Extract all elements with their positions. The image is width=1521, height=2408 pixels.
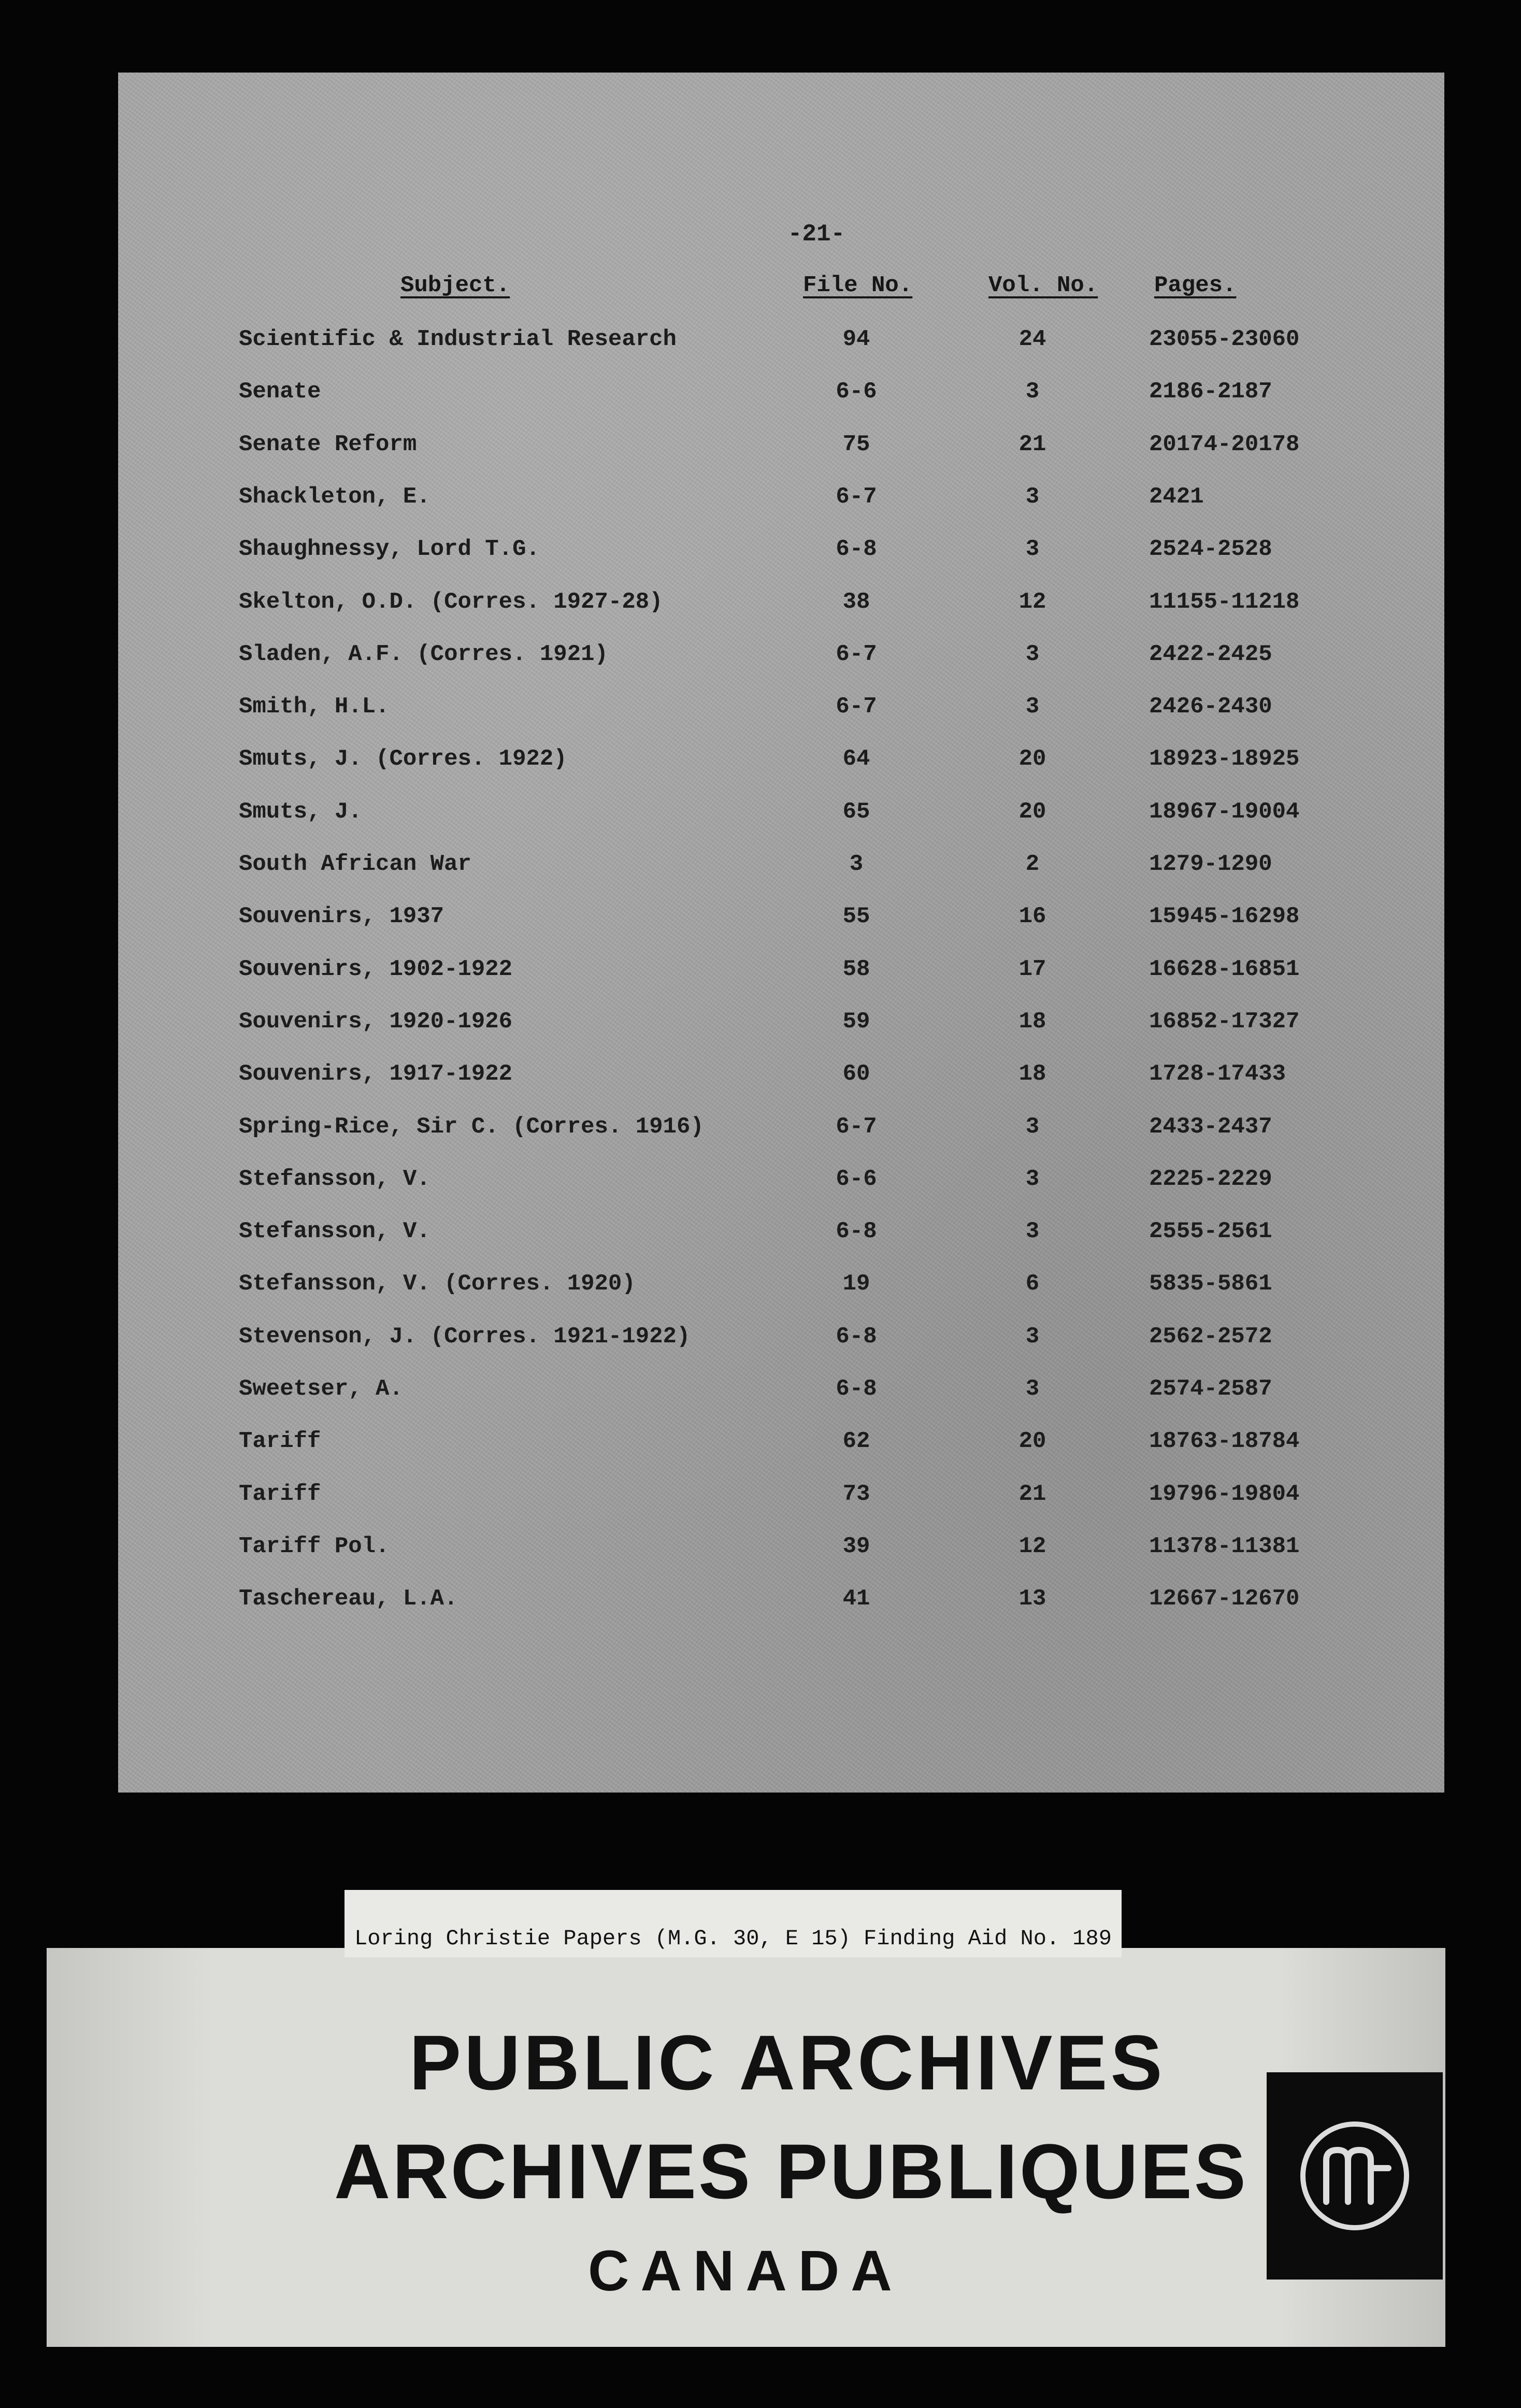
entry-file-no: 41 (842, 1586, 870, 1612)
entry-subject: Senate Reform (239, 432, 417, 457)
table-row (118, 379, 1444, 431)
entry-file-no: 75 (842, 432, 870, 457)
table-row (118, 1533, 1444, 1585)
entry-pages: 18967-19004 (1149, 799, 1300, 825)
entry-pages: 2186-2187 (1149, 379, 1272, 405)
archives-title-english: PUBLIC ARCHIVES (409, 2019, 1166, 2106)
entry-pages: 5835-5861 (1149, 1271, 1272, 1297)
entry-vol-no: 3 (1025, 484, 1040, 510)
entry-subject: Souvenirs, 1937 (239, 904, 444, 929)
entry-pages: 15945-16298 (1149, 904, 1300, 929)
entry-pages: 2422-2425 (1149, 641, 1272, 667)
entry-pages: 11378-11381 (1149, 1533, 1300, 1559)
entry-subject: Souvenirs, 1917-1922 (239, 1061, 513, 1087)
entry-file-no: 58 (842, 956, 870, 982)
table-row (118, 536, 1444, 588)
typed-page (118, 73, 1444, 1793)
entry-file-no: 65 (842, 799, 870, 825)
entry-vol-no: 18 (1018, 1009, 1046, 1035)
entry-vol-no: 13 (1018, 1586, 1046, 1612)
entry-subject: Taschereau, L.A. (239, 1586, 458, 1612)
entry-file-no: 6-7 (836, 694, 877, 720)
entries-table (118, 73, 1444, 1793)
entry-vol-no: 24 (1018, 326, 1046, 352)
entry-pages: 16852-17327 (1149, 1009, 1300, 1035)
entry-vol-no: 3 (1025, 694, 1040, 720)
table-row (118, 904, 1444, 955)
entry-file-no: 6-8 (836, 536, 877, 562)
entry-subject: Scientific & Industrial Research (239, 326, 677, 352)
entry-vol-no: 3 (1025, 1219, 1040, 1244)
header-subject: Subject. (400, 273, 510, 298)
entry-subject: Spring-Rice, Sir C. (Corres. 1916) (239, 1114, 704, 1140)
entry-vol-no: 20 (1018, 1428, 1046, 1454)
entry-subject: Stefansson, V. (239, 1219, 431, 1244)
archives-logo-icon (1267, 2072, 1443, 2280)
table-row (118, 1376, 1444, 1428)
entry-pages: 1728-17433 (1149, 1061, 1286, 1087)
entry-subject: Smuts, J. (Corres. 1922) (239, 746, 567, 772)
entry-file-no: 64 (842, 746, 870, 772)
entry-subject: Smuts, J. (239, 799, 362, 825)
entry-file-no: 6-6 (836, 1166, 877, 1192)
entry-vol-no: 2 (1025, 851, 1040, 877)
table-row (118, 432, 1444, 483)
table-row (118, 484, 1444, 536)
entry-subject: Sweetser, A. (239, 1376, 403, 1402)
entry-file-no: 94 (842, 326, 870, 352)
header-pages: Pages. (1154, 273, 1237, 298)
entry-vol-no: 3 (1025, 1376, 1040, 1402)
table-row (118, 851, 1444, 903)
table-row (118, 1481, 1444, 1533)
entry-subject: Skelton, O.D. (Corres. 1927-28) (239, 589, 663, 615)
entry-pages: 23055-23060 (1149, 326, 1300, 352)
entry-vol-no: 6 (1025, 1271, 1040, 1297)
entry-pages: 16628-16851 (1149, 956, 1300, 982)
finding-aid-text: Loring Christie Papers (M.G. 30, E 15) Finding Aid No. 189 (354, 1926, 1112, 1951)
entry-vol-no: 3 (1025, 1166, 1040, 1192)
entry-vol-no: 16 (1018, 904, 1046, 929)
entry-vol-no: 3 (1025, 641, 1040, 667)
entry-file-no: 19 (842, 1271, 870, 1297)
table-row (118, 1061, 1444, 1113)
entry-pages: 18923-18925 (1149, 746, 1300, 772)
entry-vol-no: 3 (1025, 536, 1040, 562)
table-row (118, 1009, 1444, 1060)
entry-file-no: 3 (849, 851, 864, 877)
entry-file-no: 6-6 (836, 379, 877, 405)
entry-subject: Stefansson, V. (239, 1166, 431, 1192)
entry-file-no: 6-8 (836, 1324, 877, 1350)
entry-vol-no: 12 (1018, 1533, 1046, 1559)
table-row (118, 589, 1444, 641)
entry-pages: 11155-11218 (1149, 589, 1300, 615)
entry-vol-no: 21 (1018, 432, 1046, 457)
archives-logo-glyph (1290, 2111, 1419, 2241)
entry-file-no: 59 (842, 1009, 870, 1035)
entry-file-no: 39 (842, 1533, 870, 1559)
entry-file-no: 73 (842, 1481, 870, 1507)
page-number: -21- (787, 221, 845, 248)
entry-subject: Smith, H.L. (239, 694, 390, 720)
table-row (118, 956, 1444, 1008)
entry-pages: 2421 (1149, 484, 1204, 510)
entry-vol-no: 18 (1018, 1061, 1046, 1087)
entry-subject: Stefansson, V. (Corres. 1920) (239, 1271, 636, 1297)
entry-pages: 1279-1290 (1149, 851, 1272, 877)
entry-file-no: 38 (842, 589, 870, 615)
entry-file-no: 6-8 (836, 1376, 877, 1402)
entry-pages: 2524-2528 (1149, 536, 1272, 562)
entry-file-no: 6-7 (836, 1114, 877, 1140)
entry-vol-no: 20 (1018, 746, 1046, 772)
table-row (118, 1166, 1444, 1218)
entry-pages: 2225-2229 (1149, 1166, 1272, 1192)
entry-subject: Tariff Pol. (239, 1533, 390, 1559)
entry-vol-no: 12 (1018, 589, 1046, 615)
header-vol-no: Vol. No. (988, 273, 1098, 298)
entry-subject: Souvenirs, 1920-1926 (239, 1009, 513, 1035)
entry-pages: 18763-18784 (1149, 1428, 1300, 1454)
entry-vol-no: 3 (1025, 379, 1040, 405)
entry-pages: 19796-19804 (1149, 1481, 1300, 1507)
table-row (118, 1428, 1444, 1480)
entry-vol-no: 20 (1018, 799, 1046, 825)
table-row (118, 694, 1444, 746)
table-row (118, 1219, 1444, 1270)
entry-pages: 20174-20178 (1149, 432, 1300, 457)
entry-vol-no: 21 (1018, 1481, 1046, 1507)
archives-board (47, 1948, 1445, 2347)
entry-file-no: 6-8 (836, 1219, 877, 1244)
table-row (118, 799, 1444, 851)
entry-subject: Stevenson, J. (Corres. 1921-1922) (239, 1324, 691, 1350)
entry-file-no: 62 (842, 1428, 870, 1454)
entry-subject: Shackleton, E. (239, 484, 431, 510)
header-file-no: File No. (803, 273, 913, 298)
entry-subject: Senate (239, 379, 321, 405)
table-row (118, 746, 1444, 798)
entry-vol-no: 17 (1018, 956, 1046, 982)
entry-subject: Tariff (239, 1481, 321, 1507)
table-row (118, 1586, 1444, 1638)
entry-vol-no: 3 (1025, 1114, 1040, 1140)
entry-subject: Shaughnessy, Lord T.G. (239, 536, 540, 562)
entry-file-no: 55 (842, 904, 870, 929)
entry-pages: 2562-2572 (1149, 1324, 1272, 1350)
table-row (118, 641, 1444, 693)
table-row (118, 1114, 1444, 1166)
entry-subject: South African War (239, 851, 471, 877)
entry-subject: Tariff (239, 1428, 321, 1454)
entry-file-no: 6-7 (836, 484, 877, 510)
archives-title-french: ARCHIVES PUBLIQUES (334, 2128, 1248, 2215)
finding-aid-label (345, 1890, 1122, 1957)
entry-subject: Souvenirs, 1902-1922 (239, 956, 513, 982)
table-row (118, 1271, 1444, 1323)
archives-country: CANADA (588, 2239, 903, 2303)
entry-pages: 2574-2587 (1149, 1376, 1272, 1402)
entry-subject: Sladen, A.F. (Corres. 1921) (239, 641, 608, 667)
entry-vol-no: 3 (1025, 1324, 1040, 1350)
table-row (118, 1324, 1444, 1375)
entry-pages: 2433-2437 (1149, 1114, 1272, 1140)
entry-pages: 2426-2430 (1149, 694, 1272, 720)
entry-file-no: 60 (842, 1061, 870, 1087)
table-row (118, 326, 1444, 378)
entry-pages: 2555-2561 (1149, 1219, 1272, 1244)
entry-file-no: 6-7 (836, 641, 877, 667)
entry-pages: 12667-12670 (1149, 1586, 1300, 1612)
